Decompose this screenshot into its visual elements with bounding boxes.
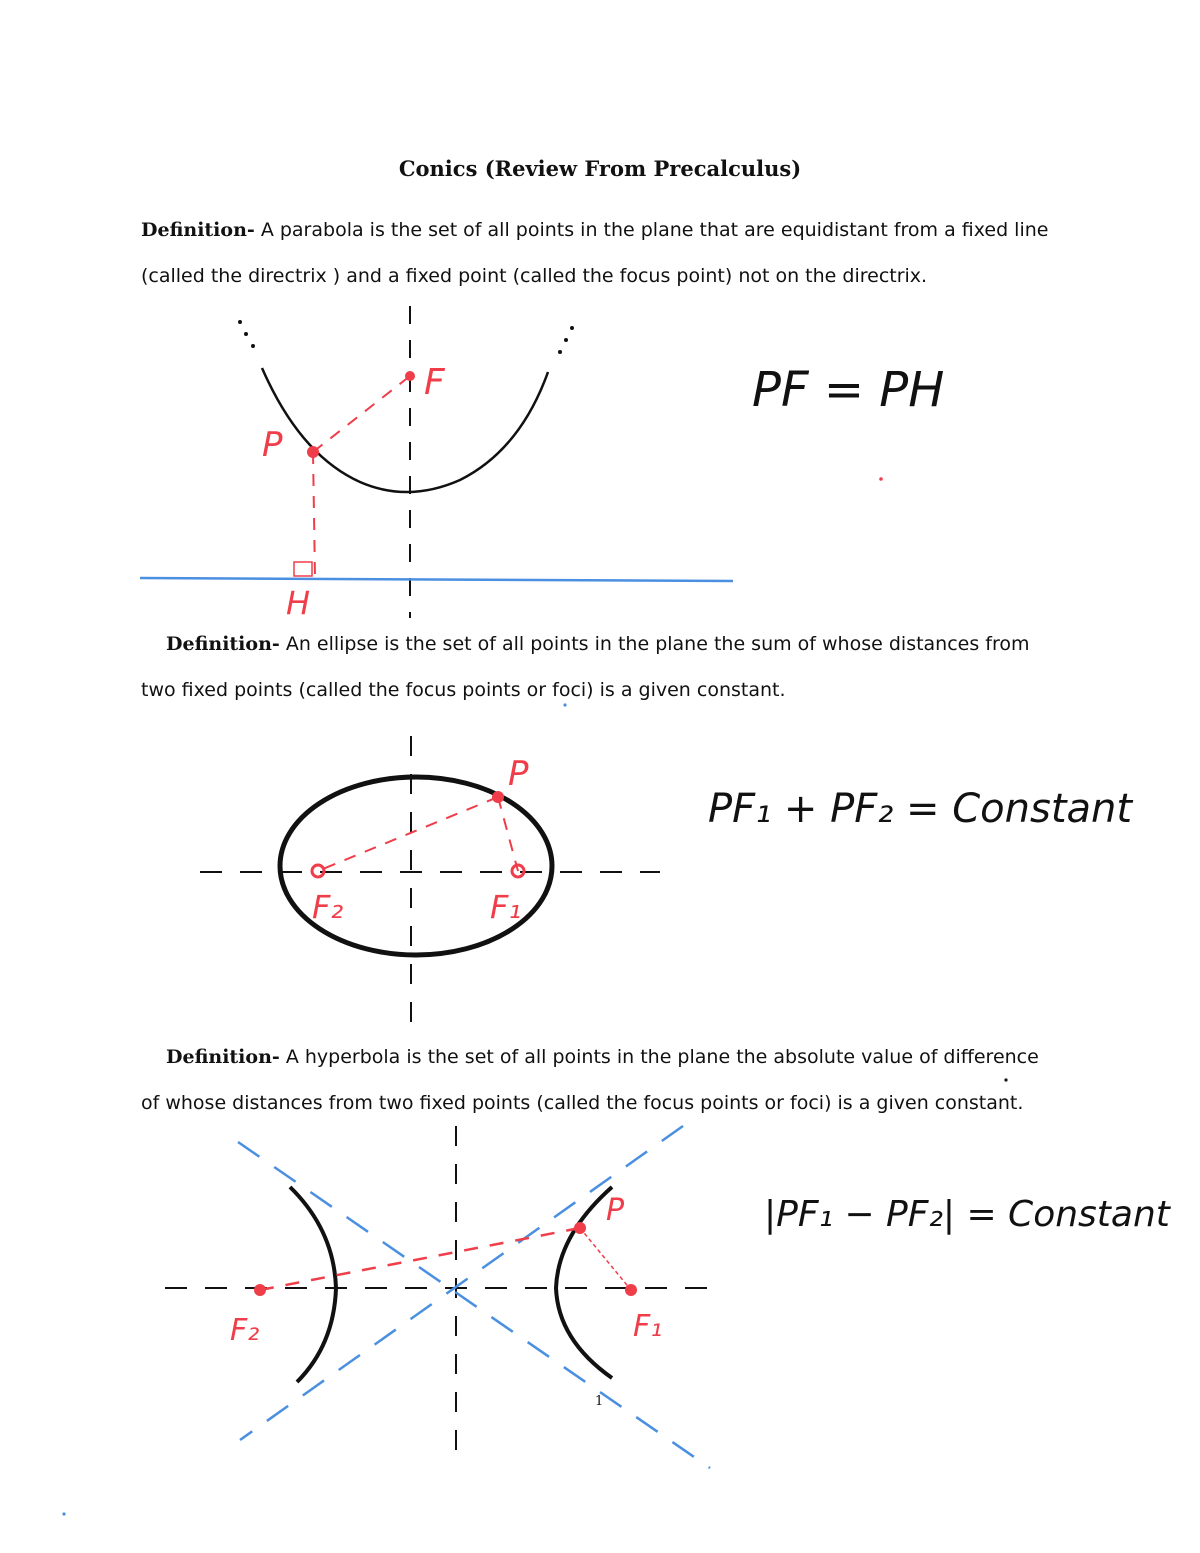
label-P: P <box>262 425 283 465</box>
hyperbola-right-branch <box>556 1187 612 1378</box>
label-H: H <box>286 584 311 622</box>
label-F1: F₁ <box>490 888 522 926</box>
parabola-definition-term: Definition- <box>141 219 255 241</box>
point-P <box>574 1222 586 1234</box>
page-title: Conics (Review From Precalculus) <box>398 156 802 181</box>
asymptote-2 <box>240 1126 683 1440</box>
point-F1 <box>625 1284 637 1296</box>
label-F2: F₂ <box>230 1313 260 1348</box>
ellipse-definition-text: An ellipse is the set of all points in the plane the sum of whose distances from two fixed points (called the focus points or foci) is a given constant. <box>141 633 1030 701</box>
parabola-equation: PF = PH <box>752 362 945 418</box>
asymptote-1 <box>238 1142 710 1468</box>
label-F2: F₂ <box>312 888 344 926</box>
ellipse-equation: PF₁ + PF₂ = Constant <box>708 786 1133 832</box>
hyperbola-left-branch <box>290 1187 336 1382</box>
stray-dot <box>1004 1078 1007 1081</box>
page-number: 1 <box>595 1394 604 1409</box>
parabola-definition-text: A parabola is the set of all points in the plane that are equidistant from a fixed line (called the directrix ) and a fixed point (called the focus point) not on the directrix. <box>141 219 1049 287</box>
ellipse-definition-term: Definition- <box>166 633 280 655</box>
hyperbola-definition-text: A hyperbola is the set of all points in the plane the absolute value of difference of whose distances from two fixed points (called the focus points or foci) is a given constant. <box>141 1046 1039 1114</box>
label-P: P <box>508 754 529 794</box>
label-F1: F₁ <box>633 1309 663 1344</box>
point-F2 <box>254 1284 266 1296</box>
hyperbola-definition-term: Definition- <box>166 1046 280 1068</box>
segment-PF1 <box>580 1228 631 1290</box>
stray-dot <box>62 1512 65 1515</box>
segment-PF2 <box>260 1228 580 1290</box>
label-P: P <box>606 1193 625 1228</box>
hyperbola-equation: |PF₁ − PF₂| = Constant <box>764 1194 1170 1235</box>
label-F: F <box>424 362 445 403</box>
